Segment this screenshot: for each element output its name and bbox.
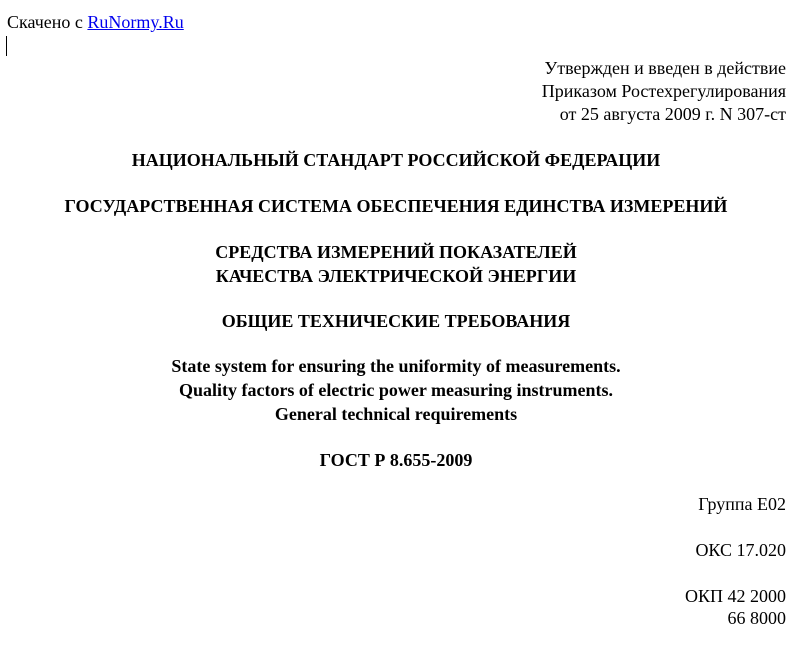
instruments-title (0, 240, 792, 288)
approval-line-1: Утвержден и введен в действие (544, 58, 786, 78)
okp-code (685, 585, 786, 629)
gost-number: ГОСТ Р 8.655-2009 (319, 450, 473, 470)
group-code: Группа Е02 (698, 494, 786, 514)
state-system-title: ГОСУДАРСТВЕННАЯ СИСТЕМА ОБЕСПЕЧЕНИЯ ЕДИНСТВА ИЗМЕРЕНИЙ (64, 196, 728, 216)
okp-code-line-1: ОКП 42 2000 (684, 586, 786, 606)
english-title-line-2: Quality factors of electric power measuring instruments. (178, 380, 614, 400)
oks-code: ОКС 17.020 (695, 540, 786, 560)
approval-block (542, 57, 786, 126)
runormy-link[interactable]: RuNormy.Ru (87, 12, 184, 32)
english-title-line-3: General technical requirements (274, 404, 518, 424)
instruments-title-line-2: КАЧЕСТВА ЭЛЕКТРИЧЕСКОЙ ЭНЕРГИИ (215, 266, 577, 286)
download-source-line (7, 11, 184, 33)
english-title-line-1: State system for ensuring the uniformity of measurements. (171, 356, 621, 376)
national-standard-title: НАЦИОНАЛЬНЫЙ СТАНДАРТ РОССИЙСКОЙ ФЕДЕРАЦИИ (131, 150, 661, 170)
instruments-title-line-1: СРЕДСТВА ИЗМЕРЕНИЙ ПОКАЗАТЕЛЕЙ (215, 242, 577, 262)
approval-line-2: Приказом Ростехрегулирования (541, 81, 786, 101)
download-prefix: Скачено с (7, 12, 88, 32)
approval-line-3: от 25 августа 2009 г. N 307-ст (559, 104, 786, 124)
general-requirements-title: ОБЩИЕ ТЕХНИЧЕСКИЕ ТРЕБОВАНИЯ (221, 311, 571, 331)
english-title (0, 354, 792, 426)
text-cursor (6, 36, 7, 56)
okp-code-line-2: 66 8000 (727, 608, 786, 628)
